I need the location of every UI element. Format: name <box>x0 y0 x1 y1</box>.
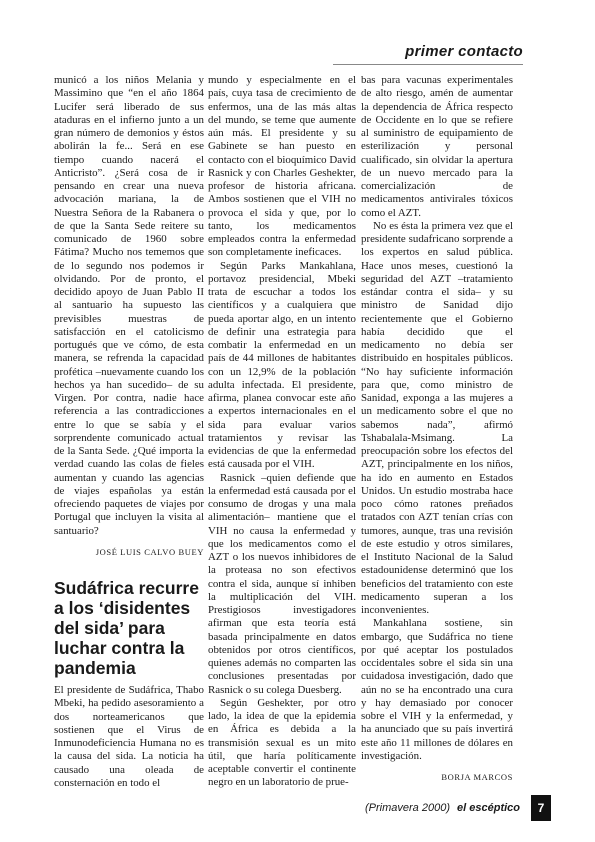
header-divider <box>333 64 523 65</box>
paragraph: municó a los niños Melania y Massimino que “en el año 1864 Lucifer será liberado de sus ataduras en el infierno junto a un gran número de demonios y éstos abolirán la fe... Será en ese tiempo cuando nacerá el Anticristo”. ¿Será cosa de ir pensando en crear una nueva advocación mariana, la de Nuestra Señora de la Rabanera o de que la Santa Sede reitere su comunicado de 1960 sobre Fátima? Mucho nos tememos que de lo segundo nos podemos ir olvidando. Por de pronto, el decidido apoyo de Juan Pablo II al santuario ha supuesto las previsibles muestras de satisfacción en el catolicismo portugués que ve cómo, de esta manera, se refrenda la capacidad profética –nuevamente cuando los hechos ya han sucedido– de su Virgen. Por contra, nadie hace referencia a las contradicciones entre lo que se sabía y el sorprendente comunicado actual de la Santa Sede. ¿Qué importa la verdad cuando las colas de fieles aumentan y cuando las agencias de viajes españolas ya están ofreciendo paquetes de viajes por Portugal que incluyen la visita al santuario? <box>54 74 204 537</box>
paragraph: Según Parks Mankahlana, portavoz presidencial, Mbeki trata de escuchar a todos los científicos y a cualquiera que pueda aportar algo, en un intento de definir una estrategia para combatir la enfermedad en un país de 44 millones de habitantes con un 12,9% de la población adulta infectada. El presidente, afirma, planea convocar este año a expertos internacionales en el sida para evaluar varios tratamientos y revisar las evidencias de que la enfermedad está causada por el VIH. <box>208 259 356 471</box>
article-intro <box>54 684 204 790</box>
author-byline: JOSÉ LUIS CALVO BUEY <box>95 546 204 557</box>
column-2 <box>208 74 356 790</box>
author-byline: BORJA MARCOS <box>441 772 513 782</box>
article-headline: Sudáfrica recurre a los ‘disidentes del sida’ para luchar contra la pandemia <box>54 578 199 678</box>
paragraph: mundo y especialmente en el país, cuya tasa de crecimiento de enfermos, una de las más altas del mundo, se teme que aumente aún más. El presidente y su Gabinete se han puesto en contacto con el bioquímico David Rasnick y con Charles Geshekter, profesor de historia africana. Ambos sostienen que el VIH no provoca el sida y que, por lo tanto, los medicamentos empleados contra la enfermedad son completamente ineficaces. <box>208 74 356 259</box>
paragraph: Mankahlana sostiene, sin embargo, que Sudáfrica no tiene por qué aceptar los postulados occidentales sobre el sida sin una cuidadosa investigación, dado que aún no se ha encontrado una cura y hay demasiado por conocer sobre el VIH y la enfermedad, y ha anunciado que su país invertirá este año 11 millones de dólares en investigación. <box>361 617 513 762</box>
paragraph: Según Geshekter, por otro lado, la idea de que la epidemia en África es debida a la transmisión sexual es un mito útil, que haría políticamente aceptable convertir el continente negro en un laboratorio de prue- <box>208 696 356 789</box>
column-3 <box>361 74 513 784</box>
paragraph: No es ésta la primera vez que el presidente sudafricano sorprende a los expertos en salud pública. Hace unos meses, cuestionó la seguridad del AZT –tratamiento estándar contra el sida– y su ministro de Sanidad dijo recientemente que el Gobierno había decidido que el medicamento no debía ser distribuido en hospitales públicos. “No hay suficiente información para que, como ministro de Sanidad, exponga a las mujeres a un medicamento sobre el que no sabemos nada”, afirmó Tshabalala-Msimang. La preocupación sobre los efectos del AZT, principalmente en los niños, ha ido en aumento en Estados Unidos. Un estudio mostraba hace poco cómo ratones preñados tratados con AZT tenían crías con tumores, aunque, tras una revisión de este estudio y otros similares, el Instituto Nacional de la Salud estadounidense determinó que los beneficios del tratamiento con este medicamento superan a los inconvenientes. <box>361 219 513 616</box>
magazine-name: el escéptico <box>457 802 521 814</box>
paragraph: Rasnick –quien defiende que la enfermedad está causada por el consumo de drogas y una mala alimentación– mantiene que el VIH no causa la enfermedad y que los medicamentos como el AZT o los nuevos inhibidores de la proteasa no son efectivos contra el sida, aunque sí inhiben la multiplicación del VIH. Prestigiosos investigadores afirman que esta teoría está basada principalmente en datos obtenidos por otros científicos, quienes además no comparten las conclusiones presentadas por Rasnick o su colega Duesberg. <box>208 471 356 696</box>
section-title: primer contacto <box>405 43 523 60</box>
paragraph: El presidente de Sudáfrica, Thabo Mbeki, ha pedido asesoramiento a dos norteamericanos que sostienen que el Virus de Inmunodeficiencia Humana no es la causa del sida. La noticia ha causado una oleada de consternación en todo el <box>54 684 204 789</box>
issue-label: (Primavera 2000) <box>365 802 450 814</box>
column-1 <box>54 74 204 559</box>
page-number: 7 <box>531 795 551 821</box>
paragraph: bas para vacunas experimentales de alto riesgo, amén de aumentar la dependencia de África respecto de Occidente en lo que se refiere al suministro de equipamiento de esterilización y personal cualificado, sin olvidar la apertura de un nuevo mercado para la comercialización de medicamentos antivirales tóxicos como el AZT. <box>361 74 513 219</box>
footer <box>365 802 520 814</box>
